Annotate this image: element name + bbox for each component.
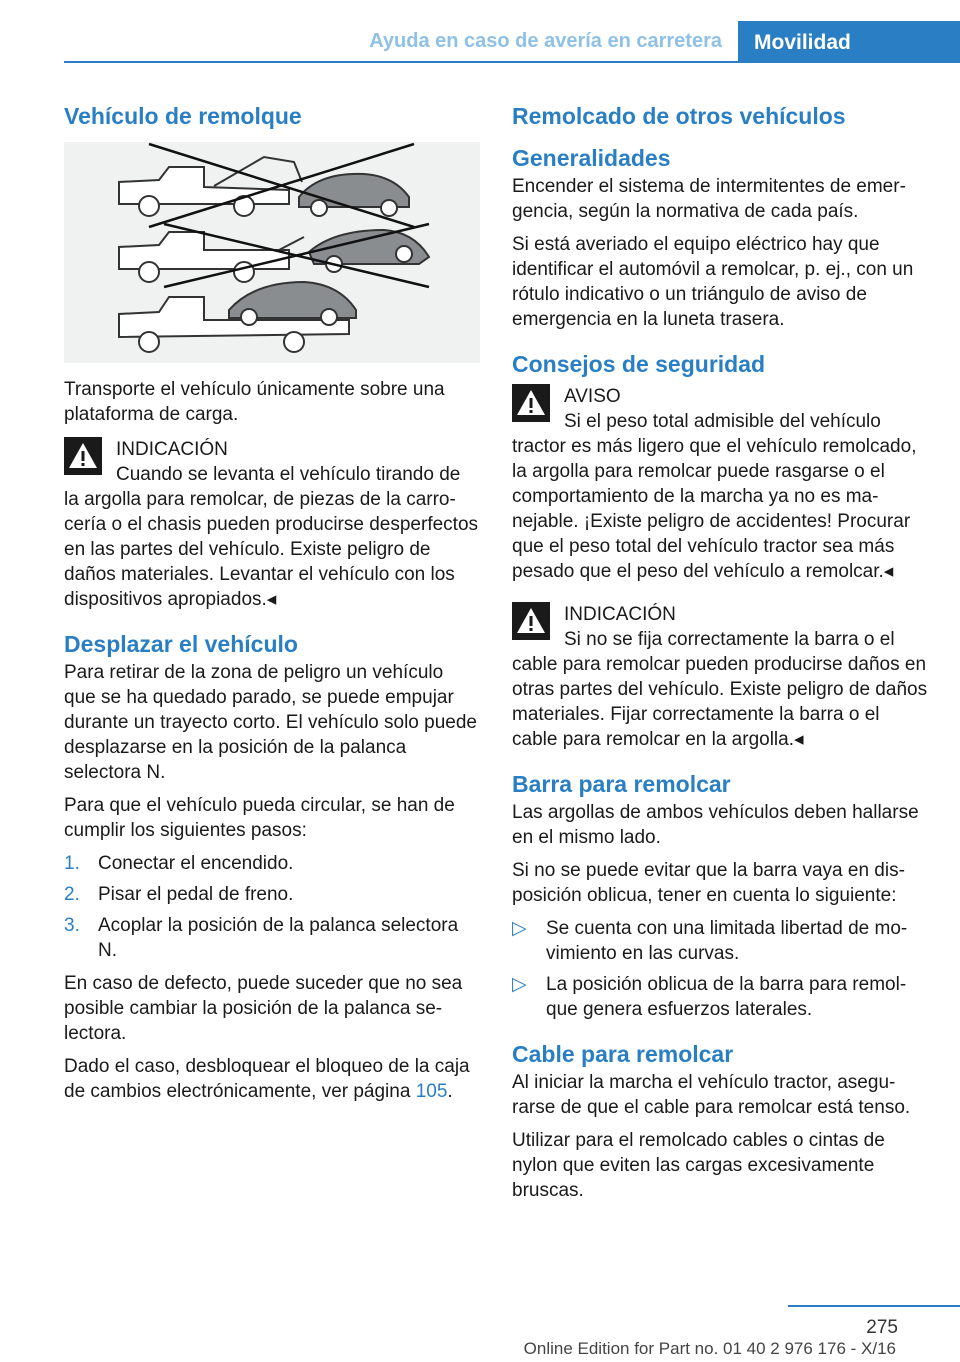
section-title-tow-others: Remolcado de otros vehículos — [512, 103, 846, 129]
notice-title: INDICACIÓN — [116, 439, 228, 460]
header-section-title: Ayuda en caso de avería en carretera — [369, 30, 722, 52]
section-title-general: Generalidades — [512, 145, 671, 171]
list-item — [64, 882, 480, 907]
section-title-safety: Consejos de seguridad — [512, 351, 766, 377]
paragraph-text: Dado el caso, desbloquear el bloqueo de la caja de cambios electrónicamente, ver página — [64, 1056, 470, 1102]
warning-triangle-icon — [64, 437, 102, 475]
paragraph: Para que el vehículo pueda circular, se han de cumplir los siguientes pasos: — [64, 795, 455, 841]
list-item — [64, 913, 480, 963]
triangle-bullet-icon: ▷ — [512, 974, 527, 995]
footer-rule — [788, 1305, 960, 1307]
paragraph: Al iniciar la marcha el vehículo tractor, asegurarse de que el cable para remolcar está tenso. — [512, 1072, 911, 1118]
bullet-list — [512, 916, 928, 1022]
list-item — [512, 916, 928, 966]
header-tab[interactable]: Movilidad — [738, 21, 960, 63]
notice-body: Si no se fija correctamente la barra o el cable para remolcar pueden producirse daños en otras partes del vehículo. Existe peligro de daños materiales. Fijar correctamente la barra o el cable para remolcar en la argolla.◂ — [512, 629, 928, 750]
left-column — [64, 100, 480, 1112]
paragraph: Para retirar de la zona de peligro un vehículo que se ha quedado parado, se puede empujar durante un trayecto corto. El vehículo solo puede desplazarse en la posición de la palanca selectora N. — [64, 662, 477, 783]
warning-body: Si el peso total admisible del vehículo tractor es más ligero que el vehículo remolcado, la argolla para remolcar puede rasgarse o el comportamiento de la marcha ya no es manejable. ¡Existe peligro de accidentes! Procurar que el peso total del vehículo tractor sea más pesado que el peso del vehículo a remolcar.◂ — [512, 411, 917, 582]
steps-list — [64, 851, 480, 963]
bullet-text: Se cuenta con una limitada libertad de movimiento en las curvas. — [546, 918, 908, 964]
bullet-text: La posición oblicua de la barra para remolque genera esfuerzos laterales. — [546, 974, 907, 1020]
paragraph — [64, 1054, 480, 1104]
paragraph: Utilizar para el remolcado cables o cintas de nylon que eviten las cargas excesivamente bruscas. — [512, 1130, 885, 1201]
section-title-tow-cable: Cable para remolcar — [512, 1041, 734, 1067]
section-title-move-vehicle: Desplazar el vehículo — [64, 631, 298, 657]
page-number: 275 — [866, 1317, 898, 1338]
paragraph: Si no se puede evitar que la barra vaya en disposición oblicua, tener en cuenta lo siguiente: — [512, 860, 905, 906]
section-title-tow-bar: Barra para remolcar — [512, 771, 731, 797]
paragraph: Si está averiado el equipo eléctrico hay que identificar el automóvil a remolcar, p. ej., con un rótulo indicativo o un triángulo de aviso de emergencia en la luneta trasera. — [512, 234, 914, 330]
step-number: 2. — [64, 884, 80, 905]
step-text: Pisar el pedal de freno. — [98, 884, 294, 905]
paragraph: Las argollas de ambos vehículos deben hallarse en el mismo lado. — [512, 802, 919, 848]
notice-box — [64, 437, 480, 612]
notice-title: INDICACIÓN — [564, 604, 676, 625]
triangle-bullet-icon: ▷ — [512, 918, 527, 939]
paragraph-text: . — [447, 1081, 453, 1102]
figure-caption: Transporte el vehículo únicamente sobre una plataforma de carga. — [64, 379, 445, 425]
section-title-tow-vehicle: Vehículo de remolque — [64, 103, 302, 129]
warning-triangle-icon — [512, 384, 550, 422]
page-reference-link[interactable]: 105 — [415, 1081, 448, 1102]
step-number: 3. — [64, 915, 80, 936]
tow-truck-illustration — [64, 142, 480, 363]
tow-truck-figure-svg — [64, 142, 480, 363]
step-text: Conectar el encendido. — [98, 853, 294, 874]
right-column — [512, 100, 928, 1211]
header-rule — [64, 61, 960, 63]
step-text: Acoplar la posición de la palanca selectora N. — [98, 915, 459, 961]
paragraph: Encender el sistema de intermitentes de emergencia, según la normativa de cada país. — [512, 176, 906, 222]
list-item — [64, 851, 480, 876]
list-item — [512, 972, 928, 1022]
step-number: 1. — [64, 853, 80, 874]
warning-box — [512, 384, 928, 584]
notice-box — [512, 602, 928, 752]
warning-title: AVISO — [564, 386, 621, 407]
notice-body: Cuando se levanta el vehículo tirando de la argolla para remolcar, de piezas de la carrocería o el chasis pueden producirse desperfectos en las partes del vehículo. Existe peligro de daños materiales. Levantar el vehículo con los dispositivos apropiados.◂ — [64, 464, 479, 610]
paragraph: En caso de defecto, puede suceder que no sea posible cambiar la posición de la palanca selectora. — [64, 973, 463, 1044]
warning-triangle-icon — [512, 602, 550, 640]
footer-edition: Online Edition for Part no. 01 40 2 976 176 - X/16 — [523, 1339, 896, 1358]
